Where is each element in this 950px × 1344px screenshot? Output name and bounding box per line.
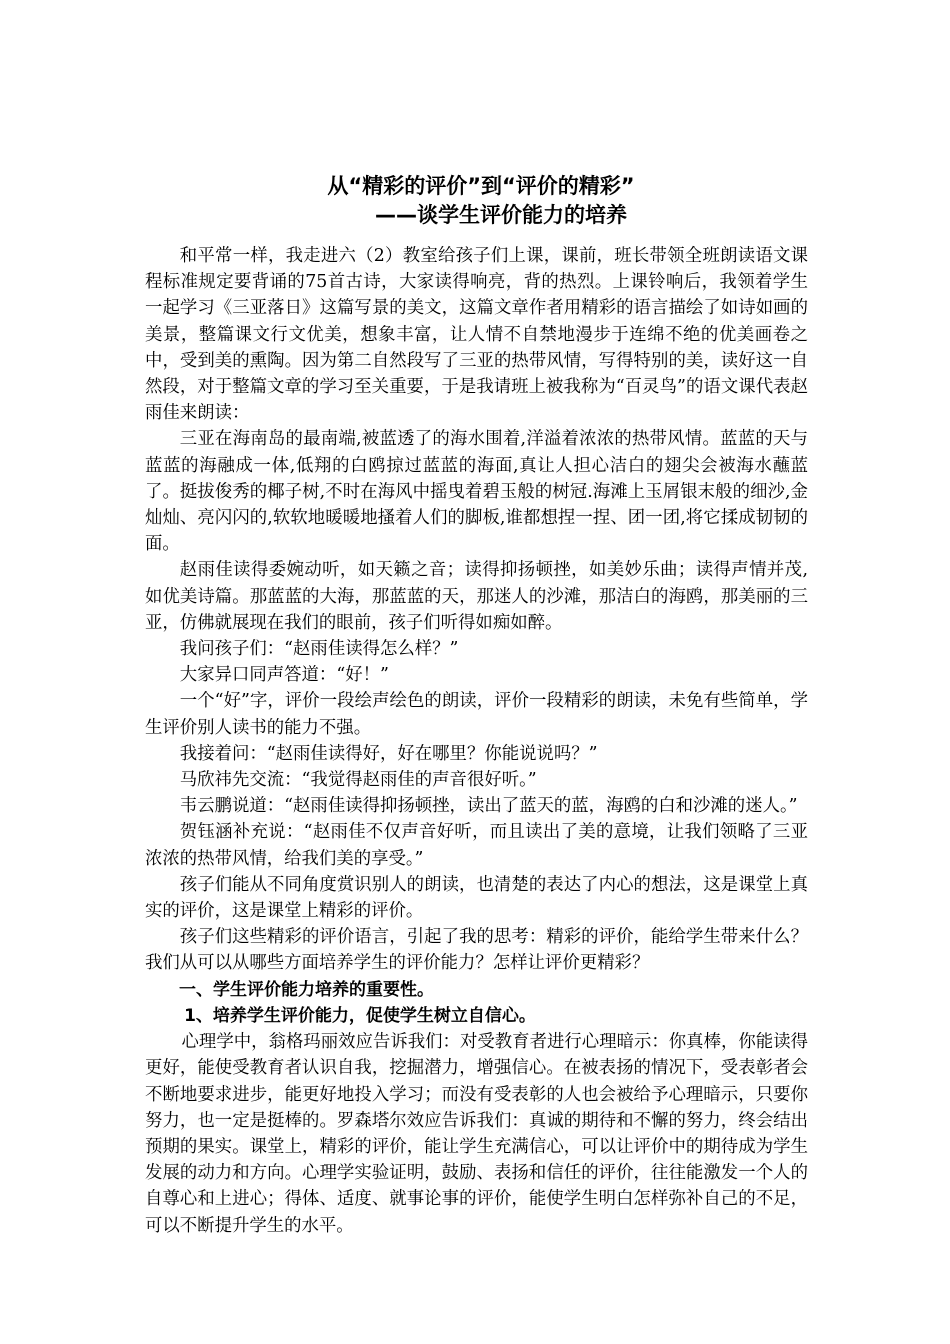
- document-body: [145, 243, 808, 1239]
- paragraph: 孩子们这些精彩的评价语言，引起了我的思考：精彩的评价，能给学生带来什么？我们从可以从哪些方面培养学生的评价能力？怎样让评价更精彩？: [145, 927, 808, 974]
- quoted-passage: 三亚在海南岛的最南端,被蓝透了的海水围着,洋溢着浓浓的热带风情。蓝蓝的天与蓝蓝的海融成一体,低翔的白鸥掠过蓝蓝的海面,真让人担心洁白的翅尖会被海水蘸蓝了。挺拔俊秀的椰子树,不时在海风中摇曳着碧玉般的树冠.海滩上玉屑银末般的细沙,金灿灿、亮闪闪的,软软地暖暖地搔着人们的脚板,谁都想捏一捏、团一团,将它揉成韧韧的面。: [145, 429, 808, 555]
- subsection-heading: 1、培养学生评价能力，促使学生树立自信心。: [184, 1005, 536, 1026]
- title-block: [0, 172, 950, 230]
- paragraph: 孩子们能从不同角度赏识别人的朗读，也清楚的表达了内心的想法，这是课堂上真实的评价，这是课堂上精彩的评价。: [145, 874, 808, 922]
- dialogue-line: 我问孩子们：“赵雨佳读得怎么样？”: [179, 639, 459, 660]
- dialogue-line: 我接着问：“赵雨佳读得好，好在哪里？你能说说吗？”: [179, 743, 598, 764]
- section-heading: 一、学生评价能力培养的重要性。: [179, 979, 434, 1000]
- paragraph: 一个“好”字，评价一段绘声绘色的朗读，评价一段精彩的朗读，未免有些简单，学生评价别人读书的能力不强。: [145, 691, 808, 738]
- dialogue-line: 马欣祎先交流：“我觉得赵雨佳的声音很好听。”: [179, 770, 537, 791]
- dialogue-line: 韦云鹏说道：“赵雨佳读得抑扬顿挫，读出了蓝天的蓝，海鸥的白和沙滩的迷人。”: [179, 796, 798, 817]
- paragraph: 心理学中，翁格玛丽效应告诉我们：对受教育者进行心理暗示：你真棒，你能读得更好，能使受教育者认识自我，挖掘潜力，增强信心。在被表扬的情况下，受表彰者会不断地要求进步，能更好地投入学习；而没有受表彰的人也会被给予心理暗示，只要你努力，也一定是挺棒的。罗森塔尔效应告诉我们：真诚的期待和不懈的努力，终会结出预期的果实。课堂上，精彩的评价，能让学生充满信心，可以让评价中的期待成为学生发展的动力和方向。心理学实验证明，鼓励、表扬和信任的评价，往往能激发一个人的自尊心和上进心；得体、适度、就事论事的评价，能使学生明白怎样弥补自己的不足，可以不断提升学生的水平。: [145, 1032, 808, 1236]
- paragraph: 和平常一样，我走进六（2）教室给孩子们上课，课前，班长带领全班朗读语文课程标准规定要背诵的75首古诗，大家读得响亮，背的热烈。上课铃响后，我领着学生一起学习《三亚落日》这篇写景的美文，这篇文章作者用精彩的语言描绘了如诗如画的美景，整篇课文行文优美，想象丰富，让人情不自禁地漫步于连绵不绝的优美画卷之中，受到美的熏陶。因为第二自然段写了三亚的热带风情，写得特别的美，读好这一自然段，对于整篇文章的学习至关重要，于是我请班上被我称为“百灵鸟”的语文课代表赵雨佳来朗读：: [145, 246, 808, 424]
- page-subtitle: ——谈学生评价能力的培养: [375, 203, 627, 227]
- dialogue-line: 大家异口同声答道：“好！”: [179, 665, 389, 686]
- page-title: 从“精彩的评价”到“评价的精彩”: [327, 174, 635, 198]
- dialogue-line: 贺钰涵补充说：“赵雨佳不仅声音好听，而且读出了美的意境，让我们领略了三亚浓浓的热带风情，给我们美的享受。”: [145, 822, 808, 869]
- paragraph: 赵雨佳读得委婉动听，如天籁之音；读得抑扬顿挫，如美妙乐曲；读得声情并茂,如优美诗篇。那蓝蓝的大海，那蓝蓝的天，那迷人的沙滩，那洁白的海鸥，那美丽的三亚，仿佛就展现在我们的眼前，孩子们听得如痴如醉。: [145, 560, 808, 633]
